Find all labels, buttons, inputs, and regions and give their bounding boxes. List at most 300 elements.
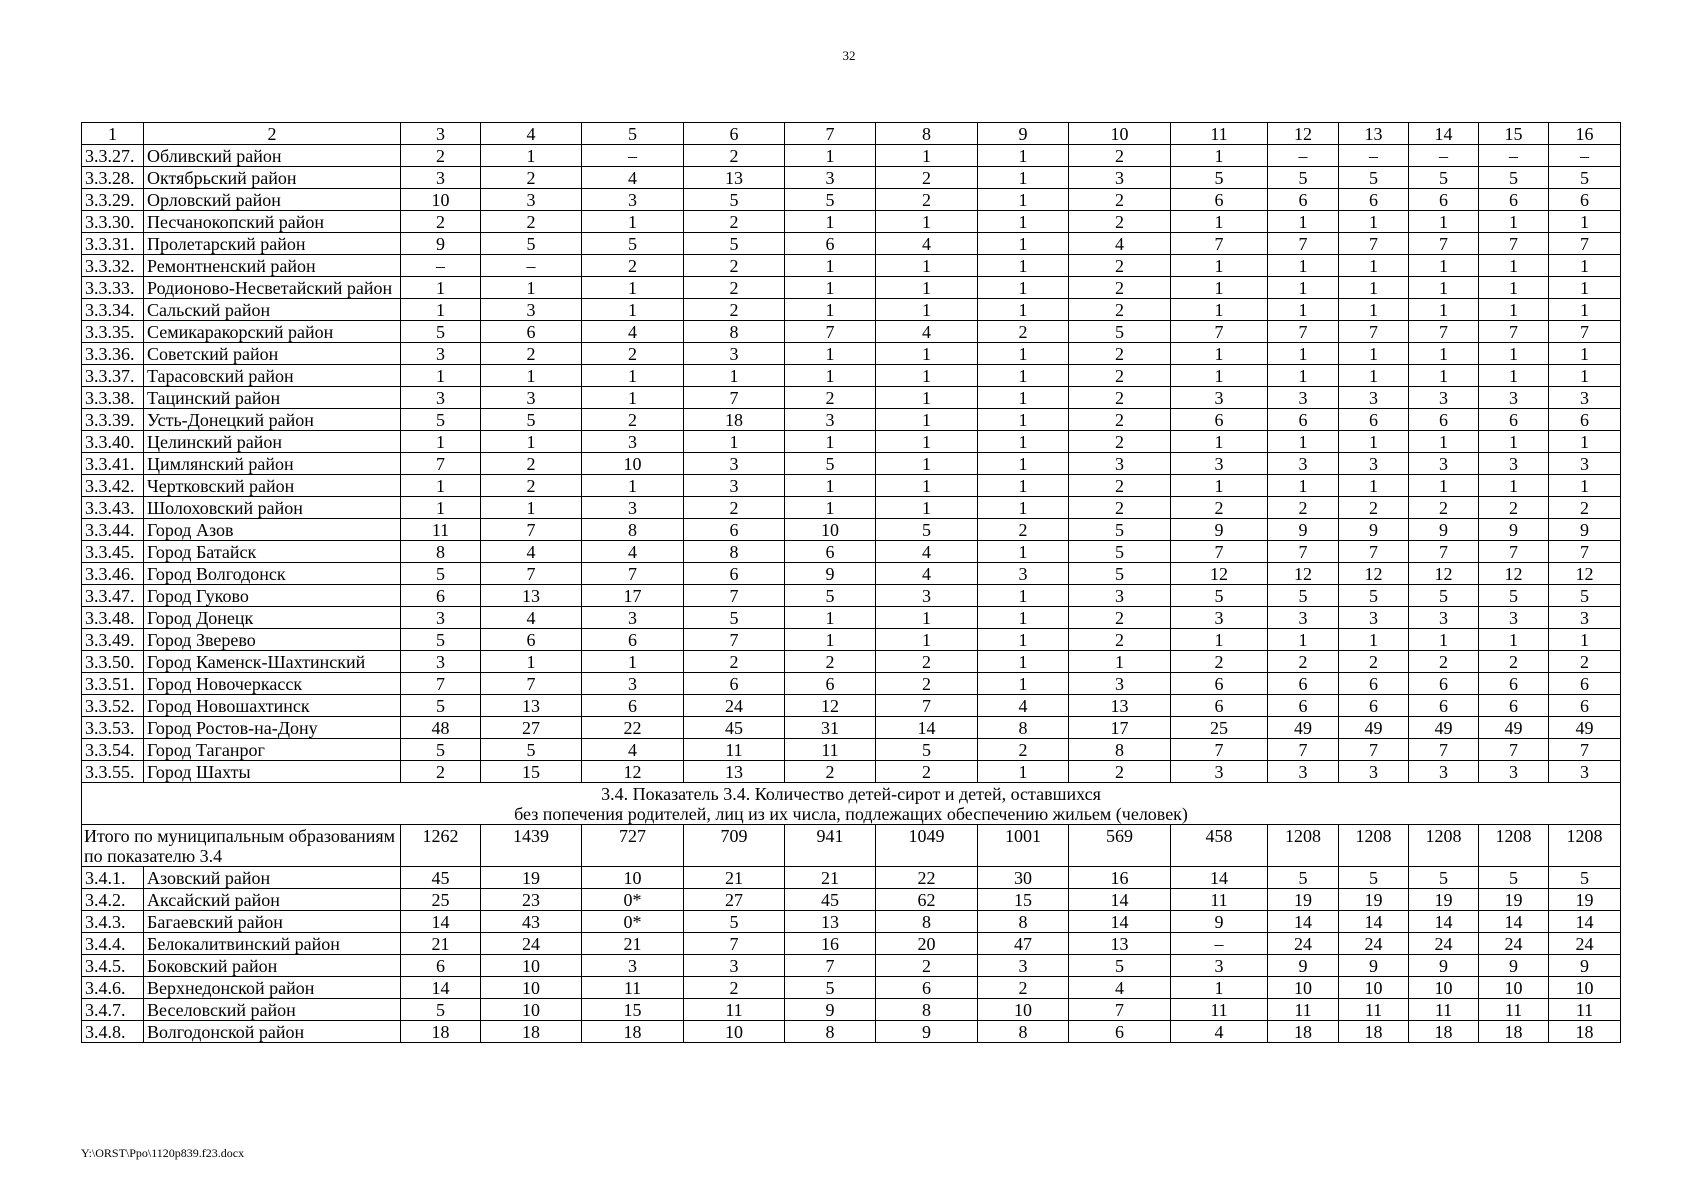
row-value: 1 (582, 475, 684, 497)
row-value: 1 (876, 299, 978, 321)
row-value: 3 (1171, 761, 1268, 783)
row-value: 11 (582, 977, 684, 999)
table-row (82, 343, 1621, 365)
total-value: 709 (684, 825, 785, 867)
row-value: 6 (876, 977, 978, 999)
row-value: 10 (1479, 977, 1549, 999)
row-value: 1 (481, 651, 582, 673)
row-value: 5 (1268, 167, 1339, 189)
row-value: 7 (785, 321, 876, 343)
row-value: 8 (978, 1021, 1069, 1043)
row-value: 14 (1479, 911, 1549, 933)
row-value: 7 (684, 585, 785, 607)
row-value: 3 (1409, 607, 1479, 629)
row-value: 2 (481, 211, 582, 233)
row-value: 3 (1171, 387, 1268, 409)
row-value: 7 (1479, 321, 1549, 343)
row-name: Город Гуково (144, 585, 401, 607)
row-value: 1 (978, 255, 1069, 277)
row-value: 3 (1069, 453, 1171, 475)
table-row (82, 585, 1621, 607)
row-name: Город Азов (144, 519, 401, 541)
row-value: 10 (401, 189, 481, 211)
row-value: 2 (876, 955, 978, 977)
row-name: Семикаракорский район (144, 321, 401, 343)
row-code: 3.3.32. (82, 255, 144, 277)
row-code: 3.3.55. (82, 761, 144, 783)
row-value: 2 (1069, 365, 1171, 387)
row-value: 5 (684, 607, 785, 629)
row-value: – (582, 145, 684, 167)
row-code: 3.3.41. (82, 453, 144, 475)
row-value: 6 (1549, 673, 1621, 695)
row-code: 3.3.53. (82, 717, 144, 739)
row-value: 9 (1479, 955, 1549, 977)
row-value: 15 (978, 889, 1069, 911)
row-value: 24 (1268, 933, 1339, 955)
row-value: 4 (978, 695, 1069, 717)
row-value: 31 (785, 717, 876, 739)
row-name: Верхнедонской район (144, 977, 401, 999)
row-value: 1 (582, 387, 684, 409)
row-value: 1 (1549, 365, 1621, 387)
row-name: Орловский район (144, 189, 401, 211)
row-value: 12 (1171, 563, 1268, 585)
table-row (82, 955, 1621, 977)
row-value: 62 (876, 889, 978, 911)
row-value: 2 (684, 145, 785, 167)
table-body (82, 123, 1621, 1043)
row-value: 3 (1268, 607, 1339, 629)
row-name: Город Каменск-Шахтинский (144, 651, 401, 673)
row-value: 2 (1479, 497, 1549, 519)
row-value: 47 (978, 933, 1069, 955)
table-row (82, 695, 1621, 717)
row-code: 3.3.27. (82, 145, 144, 167)
row-value: 0* (582, 889, 684, 911)
row-value: 1 (978, 629, 1069, 651)
row-value: 3 (978, 563, 1069, 585)
row-value: 20 (876, 933, 978, 955)
row-value: 1 (1268, 211, 1339, 233)
row-code: 3.3.51. (82, 673, 144, 695)
total-value: 1208 (1479, 825, 1549, 867)
row-value: 3 (582, 673, 684, 695)
row-value: 1 (1268, 629, 1339, 651)
section-title-line-2: без попечения родителей, лиц из их числа, подлежащих обеспечению жильем (человек) (514, 804, 1188, 824)
row-value: 1 (1339, 475, 1409, 497)
row-value: 1 (1339, 211, 1409, 233)
row-value: 7 (1479, 541, 1549, 563)
row-name: Обливский район (144, 145, 401, 167)
row-value: 2 (401, 211, 481, 233)
row-value: 2 (684, 497, 785, 519)
row-value: 5 (1549, 867, 1621, 889)
row-value: 3 (1069, 585, 1171, 607)
row-code: 3.3.33. (82, 277, 144, 299)
row-value: 7 (876, 695, 978, 717)
row-value: 1 (1549, 299, 1621, 321)
row-name: Усть-Донецкий район (144, 409, 401, 431)
column-number-header: 1 (82, 123, 144, 145)
row-value: 14 (1069, 889, 1171, 911)
row-code: 3.3.52. (82, 695, 144, 717)
row-value: 5 (684, 911, 785, 933)
row-value: 7 (1268, 541, 1339, 563)
column-number-header: 4 (481, 123, 582, 145)
row-value: 5 (481, 233, 582, 255)
row-value: 12 (785, 695, 876, 717)
column-number-header: 8 (876, 123, 978, 145)
row-value: 1 (481, 277, 582, 299)
row-value: 2 (582, 255, 684, 277)
row-name: Советский район (144, 343, 401, 365)
column-number-header: 2 (144, 123, 401, 145)
row-code: 3.4.8. (82, 1021, 144, 1043)
row-value: 2 (684, 299, 785, 321)
row-value: 5 (1479, 585, 1549, 607)
row-value: 1 (1171, 629, 1268, 651)
row-value: 3 (1268, 387, 1339, 409)
row-value: 1 (978, 761, 1069, 783)
total-value: 1208 (1549, 825, 1621, 867)
row-value: 48 (401, 717, 481, 739)
row-value: 1 (1409, 431, 1479, 453)
row-value: 1 (785, 255, 876, 277)
total-value: 458 (1171, 825, 1268, 867)
row-value: 5 (401, 563, 481, 585)
row-value: 9 (1479, 519, 1549, 541)
table-row (82, 673, 1621, 695)
row-value: 6 (1479, 189, 1549, 211)
row-value: 6 (582, 695, 684, 717)
row-value: 5 (876, 519, 978, 541)
table-row (82, 255, 1621, 277)
row-value: 14 (1069, 911, 1171, 933)
row-value: 7 (481, 673, 582, 695)
table-row (82, 431, 1621, 453)
row-value: 3 (785, 167, 876, 189)
row-value: 1 (1549, 343, 1621, 365)
row-name: Багаевский район (144, 911, 401, 933)
row-value: 2 (684, 255, 785, 277)
row-name: Город Батайск (144, 541, 401, 563)
row-value: 2 (1409, 651, 1479, 673)
row-value: 1 (978, 497, 1069, 519)
row-value: 9 (401, 233, 481, 255)
row-value: 11 (785, 739, 876, 761)
row-value: 10 (582, 453, 684, 475)
row-value: 3 (1409, 387, 1479, 409)
row-value: 1 (876, 453, 978, 475)
row-value: 3 (1339, 607, 1409, 629)
row-value: 5 (401, 321, 481, 343)
row-value: – (1409, 145, 1479, 167)
row-value: 1 (876, 409, 978, 431)
row-value: 6 (1171, 673, 1268, 695)
row-value: 5 (481, 409, 582, 431)
row-value: 7 (1339, 739, 1409, 761)
row-value: 3 (582, 431, 684, 453)
row-value: 2 (876, 189, 978, 211)
row-name: Сальский район (144, 299, 401, 321)
column-number-header: 7 (785, 123, 876, 145)
row-name: Октябрьский район (144, 167, 401, 189)
row-value: 7 (481, 563, 582, 585)
row-value: 1 (1171, 343, 1268, 365)
row-value: – (1268, 145, 1339, 167)
row-value: 6 (1549, 695, 1621, 717)
row-value: 45 (401, 867, 481, 889)
row-value: 5 (1268, 867, 1339, 889)
row-value: 1 (1339, 343, 1409, 365)
row-value: 2 (481, 167, 582, 189)
row-value: 2 (684, 651, 785, 673)
table-row (82, 497, 1621, 519)
file-path-footer: Y:\ORST\Ppo\1120p839.f23.docx (81, 1146, 245, 1160)
row-value: 1 (1479, 365, 1549, 387)
row-code: 3.3.46. (82, 563, 144, 585)
row-value: 2 (785, 651, 876, 673)
row-value: 2 (1069, 343, 1171, 365)
row-value: 5 (785, 189, 876, 211)
row-value: 1 (978, 211, 1069, 233)
row-value: 6 (1549, 409, 1621, 431)
row-value: 7 (684, 387, 785, 409)
row-value: 21 (582, 933, 684, 955)
row-value: 1 (401, 475, 481, 497)
row-value: 11 (1171, 999, 1268, 1021)
row-code: 3.4.5. (82, 955, 144, 977)
row-value: 1 (978, 387, 1069, 409)
row-value: 11 (401, 519, 481, 541)
row-value: 9 (1549, 519, 1621, 541)
row-value: 14 (1549, 911, 1621, 933)
row-value: 9 (1339, 519, 1409, 541)
row-value: 1 (978, 541, 1069, 563)
row-value: 2 (876, 673, 978, 695)
row-value: 2 (1069, 409, 1171, 431)
total-value: 1001 (978, 825, 1069, 867)
row-name: Город Ростов-на-Дону (144, 717, 401, 739)
row-value: 18 (1409, 1021, 1479, 1043)
row-value: 9 (1268, 519, 1339, 541)
row-value: 1 (785, 607, 876, 629)
row-value: 14 (1409, 911, 1479, 933)
row-value: 1 (1409, 475, 1479, 497)
row-name: Родионово-Несветайский район (144, 277, 401, 299)
row-name: Азовский район (144, 867, 401, 889)
row-value: 13 (684, 761, 785, 783)
row-value: 3 (1549, 607, 1621, 629)
row-value: 5 (876, 739, 978, 761)
row-value: 7 (684, 629, 785, 651)
row-value: 2 (1069, 475, 1171, 497)
section-title (82, 783, 1621, 825)
row-value: 1 (978, 431, 1069, 453)
row-value: 11 (1339, 999, 1409, 1021)
row-value: 2 (1069, 761, 1171, 783)
row-value: 1 (1549, 629, 1621, 651)
row-code: 3.3.29. (82, 189, 144, 211)
row-value: 22 (876, 867, 978, 889)
row-value: 6 (1268, 673, 1339, 695)
row-value: 4 (1171, 1021, 1268, 1043)
row-value: 1 (1549, 475, 1621, 497)
row-value: 3 (684, 453, 785, 475)
row-value: 19 (481, 867, 582, 889)
row-code: 3.3.48. (82, 607, 144, 629)
row-value: 3 (401, 343, 481, 365)
row-value: 6 (481, 629, 582, 651)
row-value: 1 (1549, 255, 1621, 277)
row-value: 24 (684, 695, 785, 717)
row-value: – (1479, 145, 1549, 167)
row-code: 3.3.31. (82, 233, 144, 255)
row-value: 2 (876, 167, 978, 189)
row-value: 2 (1479, 651, 1549, 673)
row-value: 3 (1339, 453, 1409, 475)
row-code: 3.3.42. (82, 475, 144, 497)
row-value: 14 (876, 717, 978, 739)
row-value: 2 (1339, 651, 1409, 673)
row-code: 3.4.7. (82, 999, 144, 1021)
row-value: 2 (1069, 277, 1171, 299)
row-value: 4 (1069, 233, 1171, 255)
row-value: 7 (1549, 541, 1621, 563)
row-value: 7 (1339, 541, 1409, 563)
row-value: 1 (978, 409, 1069, 431)
total-value: 727 (582, 825, 684, 867)
row-name: Город Шахты (144, 761, 401, 783)
row-value: 5 (684, 189, 785, 211)
row-value: 3 (582, 189, 684, 211)
row-value: 18 (582, 1021, 684, 1043)
row-value: 3 (978, 955, 1069, 977)
row-value: 5 (1069, 563, 1171, 585)
row-value: 4 (582, 167, 684, 189)
row-value: 6 (1339, 189, 1409, 211)
table-row (82, 717, 1621, 739)
row-name: Целинский район (144, 431, 401, 453)
row-value: 0* (582, 911, 684, 933)
row-value: 43 (481, 911, 582, 933)
row-value: 2 (785, 761, 876, 783)
row-value: 7 (401, 673, 481, 695)
row-value: 7 (1171, 233, 1268, 255)
row-value: 3 (1549, 761, 1621, 783)
row-value: 1 (1171, 299, 1268, 321)
row-value: 2 (582, 343, 684, 365)
row-name: Ремонтненский район (144, 255, 401, 277)
row-value: 1 (1409, 255, 1479, 277)
row-value: 9 (785, 563, 876, 585)
row-value: 1 (785, 299, 876, 321)
row-value: 13 (1069, 933, 1171, 955)
row-value: 1 (582, 651, 684, 673)
row-value: 3 (1339, 387, 1409, 409)
row-value: 1 (582, 365, 684, 387)
column-number-header: 12 (1268, 123, 1339, 145)
row-value: 4 (1069, 977, 1171, 999)
row-value: 10 (1339, 977, 1409, 999)
row-value: 9 (1409, 955, 1479, 977)
row-value: 6 (785, 541, 876, 563)
row-value: 14 (401, 911, 481, 933)
row-value: 5 (1549, 167, 1621, 189)
row-value: 7 (1409, 321, 1479, 343)
row-value: 3 (401, 607, 481, 629)
row-value: 2 (1069, 497, 1171, 519)
table-row (82, 1021, 1621, 1043)
row-value: 11 (1171, 889, 1268, 911)
row-value: 6 (1171, 409, 1268, 431)
row-value: 1 (876, 365, 978, 387)
row-value: 2 (1409, 497, 1479, 519)
row-code: 3.3.43. (82, 497, 144, 519)
table-row (82, 453, 1621, 475)
row-value: 1 (978, 343, 1069, 365)
row-value: 3 (401, 387, 481, 409)
row-value: 8 (684, 541, 785, 563)
table-row (82, 867, 1621, 889)
row-value: 11 (1549, 999, 1621, 1021)
row-value: 8 (785, 1021, 876, 1043)
row-value: 2 (1171, 651, 1268, 673)
section-title-line-1: 3.4. Показатель 3.4. Количество детей-сирот и детей, оставшихся (601, 784, 1101, 804)
row-value: 8 (1069, 739, 1171, 761)
row-value: 3 (1069, 167, 1171, 189)
row-name: Чертковский район (144, 475, 401, 497)
row-value: 45 (785, 889, 876, 911)
row-value: – (1171, 933, 1268, 955)
row-code: 3.3.44. (82, 519, 144, 541)
row-value: 1 (785, 277, 876, 299)
row-code: 3.3.35. (82, 321, 144, 343)
row-value: 1 (978, 651, 1069, 673)
row-value: 5 (401, 629, 481, 651)
row-value: 9 (1409, 519, 1479, 541)
row-value: 2 (481, 475, 582, 497)
table-row (82, 189, 1621, 211)
section-header-row (82, 783, 1621, 825)
row-value: 1 (785, 343, 876, 365)
row-value: 17 (582, 585, 684, 607)
row-value: 9 (1549, 955, 1621, 977)
row-value: 3 (1409, 453, 1479, 475)
row-value: 1 (978, 189, 1069, 211)
table-row (82, 933, 1621, 955)
row-value: 3 (876, 585, 978, 607)
row-name: Белокалитвинский район (144, 933, 401, 955)
row-value: 1 (1479, 299, 1549, 321)
row-value: 6 (1479, 673, 1549, 695)
row-value: 7 (1268, 739, 1339, 761)
row-value: 6 (1171, 695, 1268, 717)
row-value: 18 (1339, 1021, 1409, 1043)
row-value: 1 (978, 277, 1069, 299)
row-code: 3.4.4. (82, 933, 144, 955)
row-value: 1 (1409, 299, 1479, 321)
row-value: 17 (1069, 717, 1171, 739)
row-value: 7 (1171, 739, 1268, 761)
row-value: 1 (785, 475, 876, 497)
row-value: 1 (1479, 277, 1549, 299)
row-value: 15 (481, 761, 582, 783)
row-value: 49 (1549, 717, 1621, 739)
row-value: 3 (1339, 761, 1409, 783)
row-value: 14 (1171, 867, 1268, 889)
